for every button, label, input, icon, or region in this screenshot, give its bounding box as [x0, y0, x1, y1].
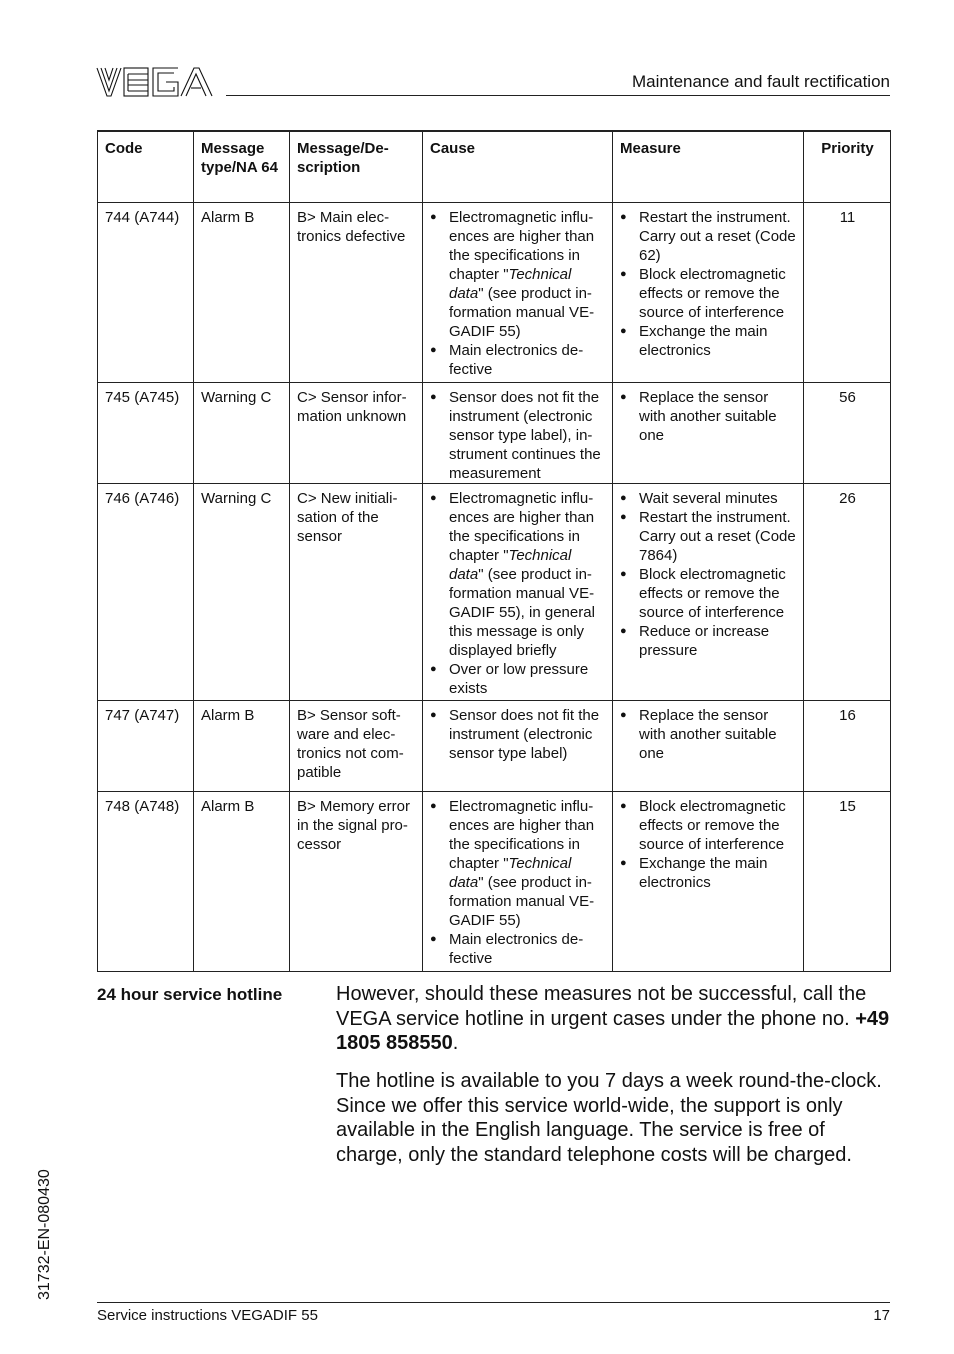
measure-item: ● Block electromagnetic effects or remove the source of interference [620, 565, 797, 622]
cell-measure [613, 700, 804, 791]
measure-item: ● Wait several minutes [620, 489, 797, 508]
cell-description: C> New initiali-sation of the sensor [290, 483, 423, 700]
measure-item: ● Replace the sensor with another suitable one [620, 388, 797, 445]
header-rule [226, 95, 890, 96]
cell-code: 744 (A744) [98, 202, 194, 382]
cell-type: Warning C [194, 382, 290, 483]
error-code-table [97, 130, 891, 972]
table-row [98, 202, 891, 382]
cell-type: Alarm B [194, 202, 290, 382]
document-number: 31732-EN-080430 [36, 1169, 53, 1300]
table-header-row [98, 131, 891, 202]
footer-rule [97, 1302, 890, 1303]
cell-cause [423, 700, 613, 791]
cause-item: ● Sensor does not fit the instrument (electronic sensor type label), in-strument continues the measurement [430, 388, 606, 483]
cell-priority: 56 [804, 382, 891, 483]
measure-item: ● Reduce or increase pressure [620, 622, 797, 660]
column-header-message-type: Message type/NA 64 [194, 131, 290, 202]
table-row [98, 700, 891, 791]
cell-cause [423, 382, 613, 483]
measure-item: ● Exchange the main electronics [620, 322, 797, 360]
hotline-availability-paragraph: The hotline is available to you 7 days a week round-the-clock. Since we offer this service world-wide, the support is only available in the English language. The service is free of charge, only the standard telephone costs will be charged. [336, 1070, 882, 1166]
measure-item: ● Block electromagnetic effects or remove the source of interference [620, 797, 797, 854]
column-header-code: Code [98, 131, 194, 202]
column-header-description: Message/De-scription [290, 131, 423, 202]
column-header-priority: Priority [804, 131, 891, 202]
cause-item: ● Electromagnetic influ-ences are higher than the specifications in chapter "Technical data" (see product in-formation manual VE-GADIF 55), in general this message is only displayed briefly [430, 489, 606, 660]
cell-code: 745 (A745) [98, 382, 194, 483]
cell-type: Alarm B [194, 791, 290, 971]
measure-item: ● Block electromagnetic effects or remove the source of interference [620, 265, 797, 322]
cell-description: B> Main elec-tronics defective [290, 202, 423, 382]
cell-description: C> Sensor infor-mation unknown [290, 382, 423, 483]
cause-item: ● Sensor does not fit the instrument (electronic sensor type label) [430, 706, 606, 763]
cell-priority: 16 [804, 700, 891, 791]
cell-type: Warning C [194, 483, 290, 700]
measure-item: ● Restart the instrument. Carry out a reset (Code 7864) [620, 508, 797, 565]
cell-priority: 26 [804, 483, 891, 700]
measure-item: ● Exchange the main electronics [620, 854, 797, 892]
column-header-cause: Cause [423, 131, 613, 202]
hotline-heading: 24 hour service hotline [97, 985, 283, 1004]
table-row [98, 483, 891, 700]
cell-description: B> Memory error in the signal pro-cessor [290, 791, 423, 971]
cell-description: B> Sensor soft-ware and elec-tronics not com-patible [290, 700, 423, 791]
cell-measure [613, 382, 804, 483]
cell-measure [613, 483, 804, 700]
cell-priority: 11 [804, 202, 891, 382]
cell-cause [423, 483, 613, 700]
cell-code: 746 (A746) [98, 483, 194, 700]
cause-item: ● Main electronics de-fective [430, 341, 606, 379]
hotline-paragraph: However, should these measures not be successful, call the VEGA service hotline in urgent cases under the phone no. +49 1805 858550. [336, 983, 890, 1054]
page-number: 17 [873, 1307, 890, 1324]
section-title: Maintenance and fault rectification [632, 72, 890, 91]
cause-item: ● Electromagnetic influ-ences are higher than the specifications in chapter "Technical data" (see product in-formation manual VE-GADIF 55) [430, 208, 606, 341]
cell-cause [423, 202, 613, 382]
cell-measure [613, 791, 804, 971]
measure-item: ● Restart the instrument. Carry out a reset (Code 62) [620, 208, 797, 265]
cause-item: ● Electromagnetic influ-ences are higher than the specifications in chapter "Technical data" (see product in-formation manual VE-GADIF 55) [430, 797, 606, 930]
cell-priority: 15 [804, 791, 891, 971]
vega-logo [96, 66, 214, 98]
cause-item: ● Over or low pressure exists [430, 660, 606, 698]
cell-type: Alarm B [194, 700, 290, 791]
cell-measure [613, 202, 804, 382]
footer-doc-title: Service instructions VEGADIF 55 [97, 1307, 318, 1324]
cell-cause [423, 791, 613, 971]
cause-item: ● Main electronics de-fective [430, 930, 606, 968]
table-row [98, 382, 891, 483]
table-row [98, 791, 891, 971]
cell-code: 748 (A748) [98, 791, 194, 971]
column-header-measure: Measure [613, 131, 804, 202]
cell-code: 747 (A747) [98, 700, 194, 791]
measure-item: ● Replace the sensor with another suitable one [620, 706, 797, 763]
hotline-phone-number: +49 1805 858550 [336, 1007, 890, 1054]
